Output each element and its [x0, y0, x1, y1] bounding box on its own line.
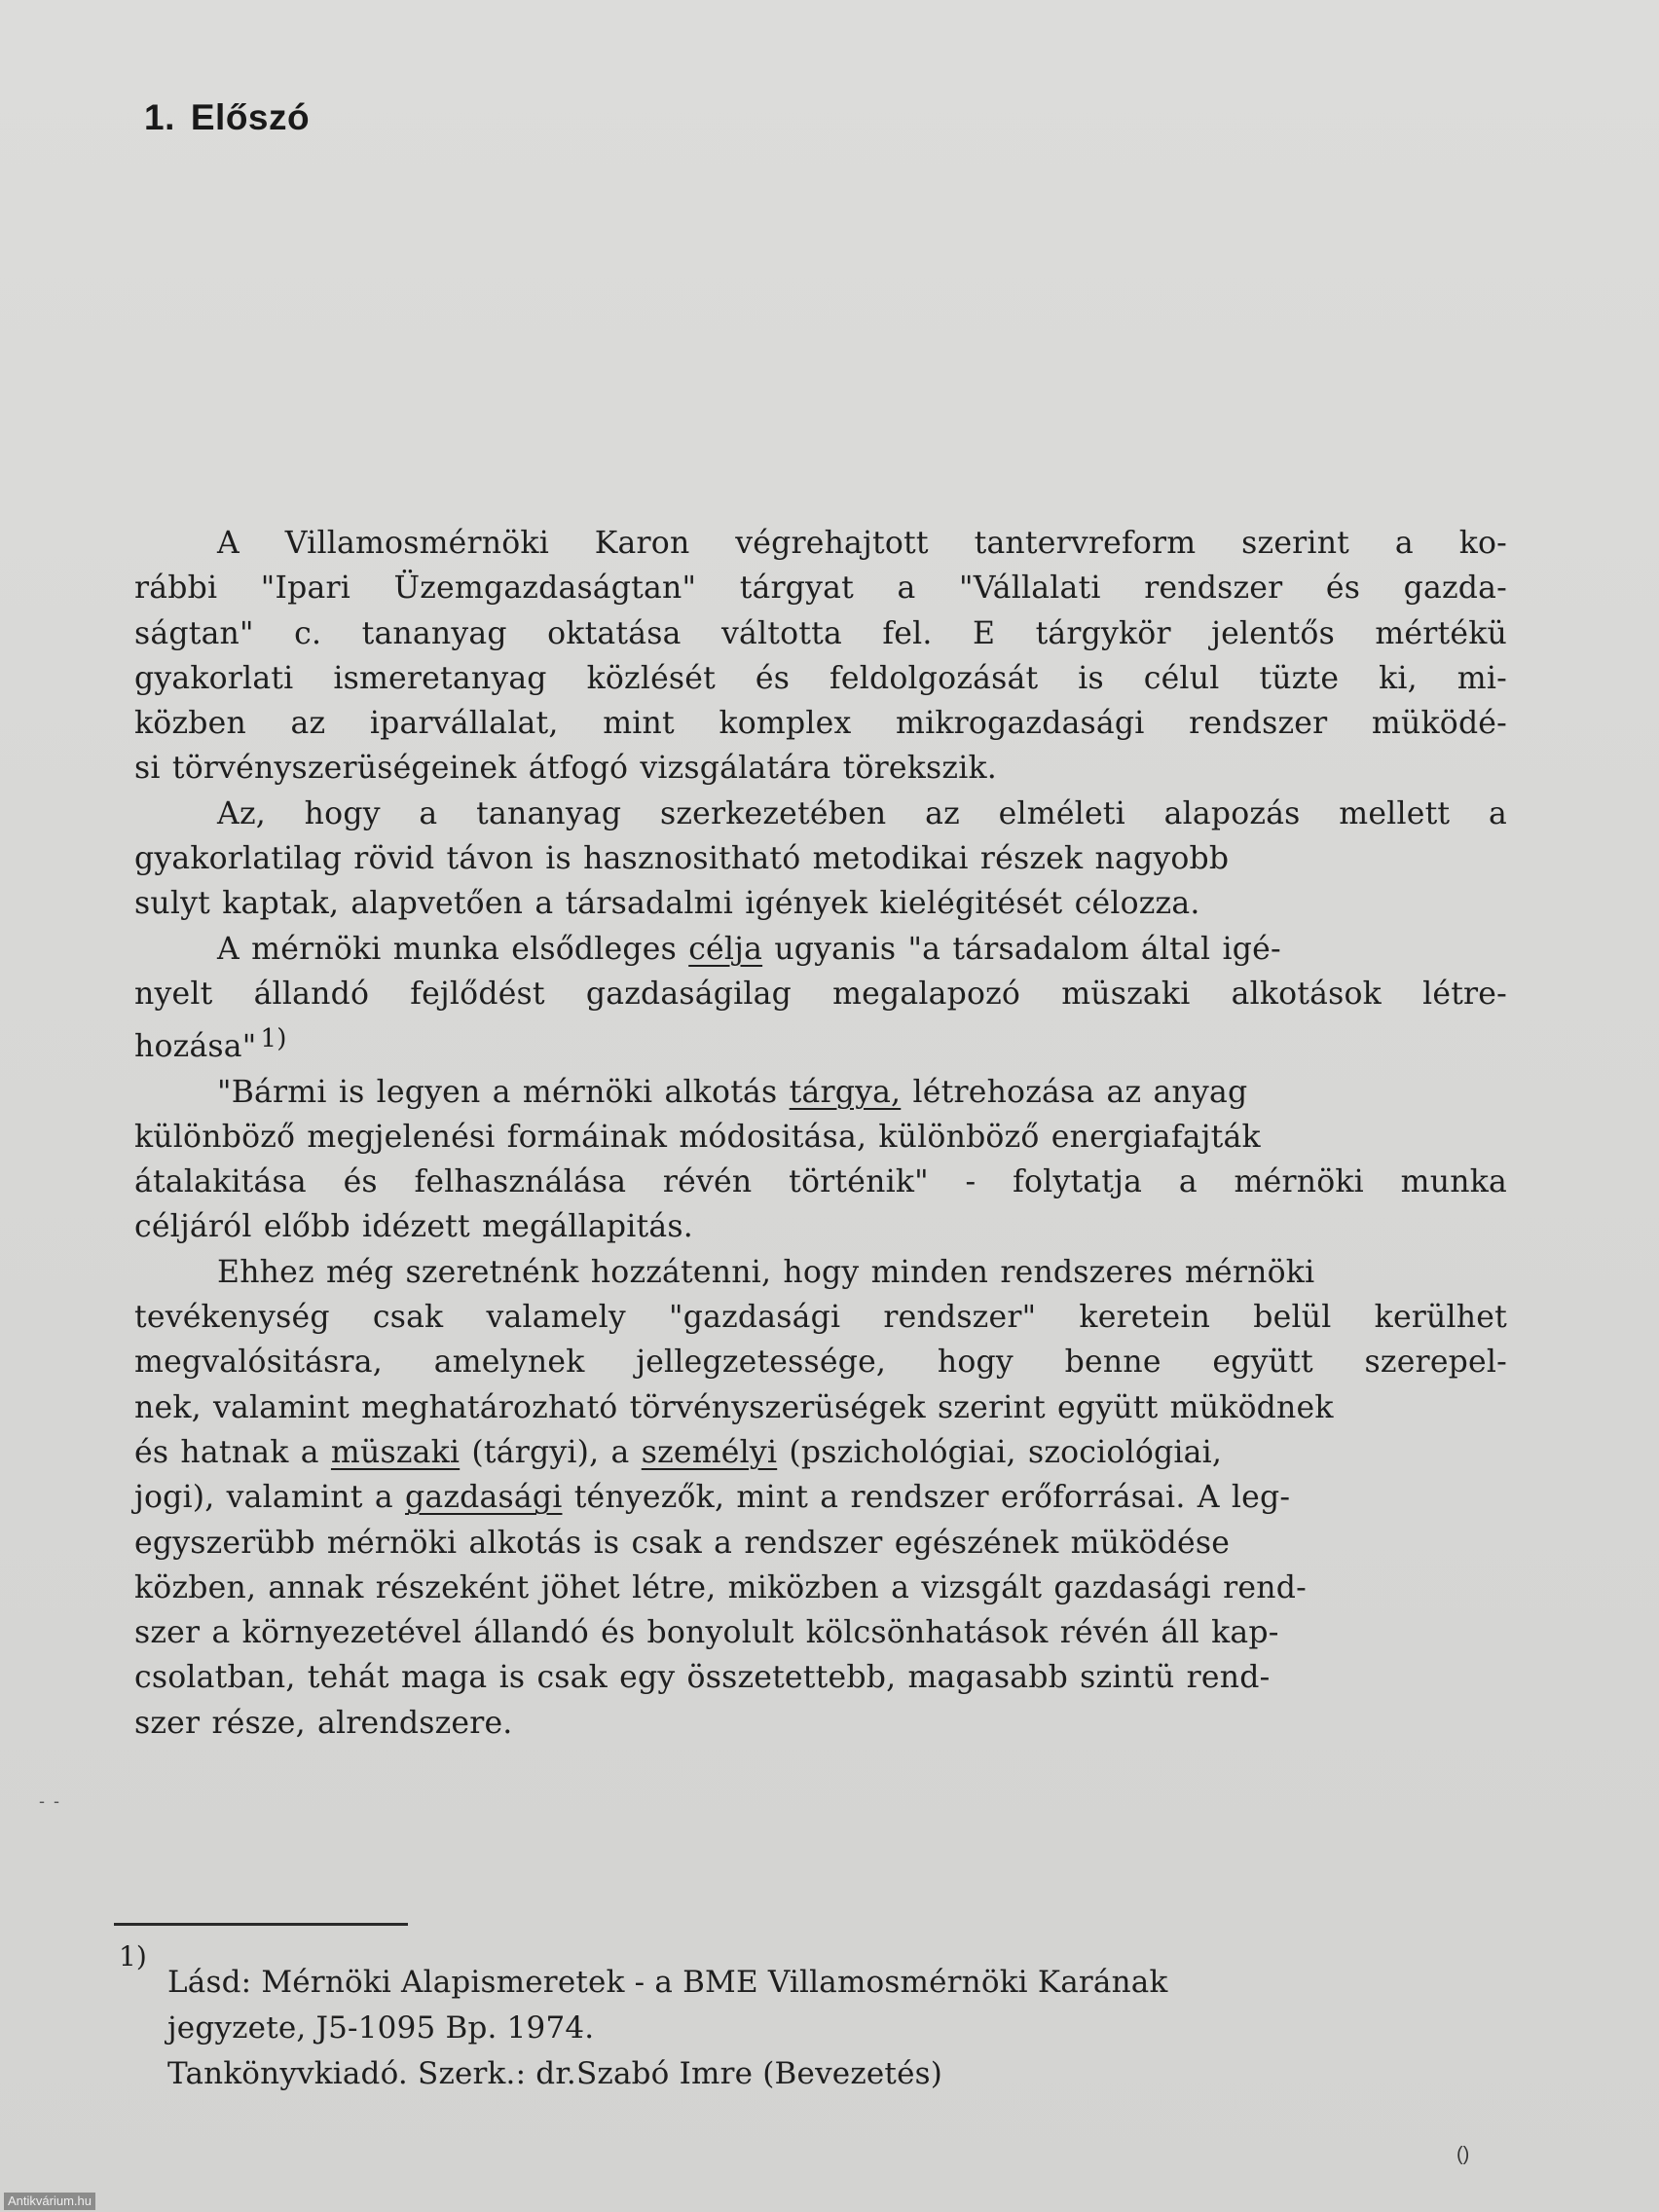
p5-line-11: szer része, alrendszere. [134, 1705, 513, 1741]
body-text [134, 521, 1507, 1746]
underlined-celja: célja [688, 931, 763, 967]
footnote-rule [114, 1923, 408, 1926]
p1-line-3: ságtan" c. tananyag oktatása váltotta fel. E tárgykör jelentős mértékü [134, 615, 1507, 651]
p1-line-1: A Villamosmérnöki Karon végrehajtott tantervreform szerint a ko- [217, 526, 1507, 561]
p1-line-5: közben az iparvállalat, mint komplex mikrogazdasági rendszer müködé- [134, 706, 1507, 742]
chapter-heading [144, 97, 310, 138]
footnote-mark: 1) [119, 1940, 147, 1972]
p4-line-3: átalakitása és felhasználása révén történik" - folytatja a mérnöki munka [134, 1164, 1507, 1200]
p3-line-3 [134, 1016, 1507, 1069]
p5-line-10: csolatban, tehát maga is csak egy összetettebb, magasabb szintü rend- [134, 1660, 1271, 1696]
underlined-szemelyi: személyi [641, 1434, 778, 1470]
p4-line-1 [134, 1070, 1507, 1115]
p5-line-1: Ehhez még szeretnénk hozzátenni, hogy minden rendszeres mérnöki [217, 1254, 1315, 1290]
p2-line-3: sulyt kaptak, alapvetően a társadalmi igények kielégitését célozza. [134, 886, 1200, 922]
p5-line-9: szer a környezetével állandó és bonyolult kölcsönhatások révén áll kap- [134, 1615, 1279, 1651]
p2-line-1: Az, hogy a tananyag szerkezetében az elméleti alapozás mellett a [217, 795, 1507, 831]
p5-line-7: egyszerübb mérnöki alkotás is csak a rendszer egészének müködése [134, 1525, 1231, 1561]
footnote-line-1: Lásd: Mérnöki Alapismeretek - a BME Villamosmérnöki Karának [167, 1965, 1168, 2000]
p5-line-5 [134, 1430, 1507, 1475]
underlined-muszaki: müszaki [330, 1434, 461, 1470]
chapter-number: 1. [144, 97, 175, 137]
p5-text-b: (tárgyi), a [460, 1434, 642, 1470]
p5-line-4: nek, valamint meghatározható törvényszerüségek szerint együtt müködnek [134, 1389, 1334, 1425]
p3-line-1 [134, 927, 1507, 972]
p5-text-c: (pszichológiai, szociológiai, [777, 1434, 1223, 1470]
p5-line-2: tevékenység csak valamely "gazdasági rendszer" keretein belül kerülhet [134, 1300, 1507, 1336]
p5-text-a: és hatnak a [134, 1434, 331, 1470]
p5-line-3: megvalósitásra, amelynek jellegzetessége, hogy benne együtt szerepel- [134, 1345, 1507, 1381]
underlined-gazdasagi: gazdasági [405, 1480, 563, 1516]
p3-text-a: A mérnöki munka elsődleges [217, 931, 689, 967]
p4-text-a: "Bármi is legyen a mérnöki alkotás [217, 1074, 790, 1110]
chapter-title: Előszó [190, 97, 311, 137]
footnote-line-3: Tankönyvkiadó. Szerk.: dr.Szabó Imre (Bevezetés) [167, 2056, 943, 2091]
corner-mark: () [1456, 2144, 1470, 2165]
p1-line-4: gyakorlati ismeretanyag közlését és feldolgozását is célul tüzte ki, mi- [134, 660, 1507, 696]
p4-line-2: különböző megjelenési formáinak módositása, különböző energiafajták [134, 1119, 1261, 1155]
footnote-reference: 1) [260, 1024, 287, 1054]
underlined-targya: tárgya, [789, 1074, 902, 1110]
p1-line-2: rábbi "Ipari Üzemgazdaságtan" tárgyat a "Vállalati rendszer és gazda- [134, 571, 1507, 607]
footnote [167, 1960, 1394, 2097]
p3-text-b: ugyanis "a társadalom által igé- [762, 931, 1281, 967]
p5-text-d: jogi), valamint a [134, 1480, 406, 1516]
p5-line-6 [134, 1475, 1507, 1520]
p3-text-c: hozása" [134, 1029, 257, 1065]
p2-line-2: gyakorlatilag rövid távon is hasznositható metodikai részek nagyobb [134, 841, 1230, 877]
watermark: Antikvárium.hu [4, 2193, 95, 2210]
p3-line-2: nyelt állandó fejlődést gazdaságilag megalapozó müszaki alkotások létre- [134, 976, 1507, 1012]
margin-dashes: - - [39, 1791, 61, 1811]
p4-text-b: létrehozása az anyag [901, 1074, 1248, 1110]
p5-text-e: tényezők, mint a rendszer erőforrásai. A leg- [562, 1480, 1291, 1516]
p5-line-8: közben, annak részeként jöhet létre, miközben a vizsgált gazdasági rend- [134, 1569, 1307, 1605]
footnote-line-2: jegyzete, J5-1095 Bp. 1974. [167, 2010, 595, 2046]
p1-line-6: si törvényszerüségeinek átfogó vizsgálatára törekszik. [134, 751, 997, 787]
p4-line-4: céljáról előbb idézett megállapitás. [134, 1209, 693, 1245]
